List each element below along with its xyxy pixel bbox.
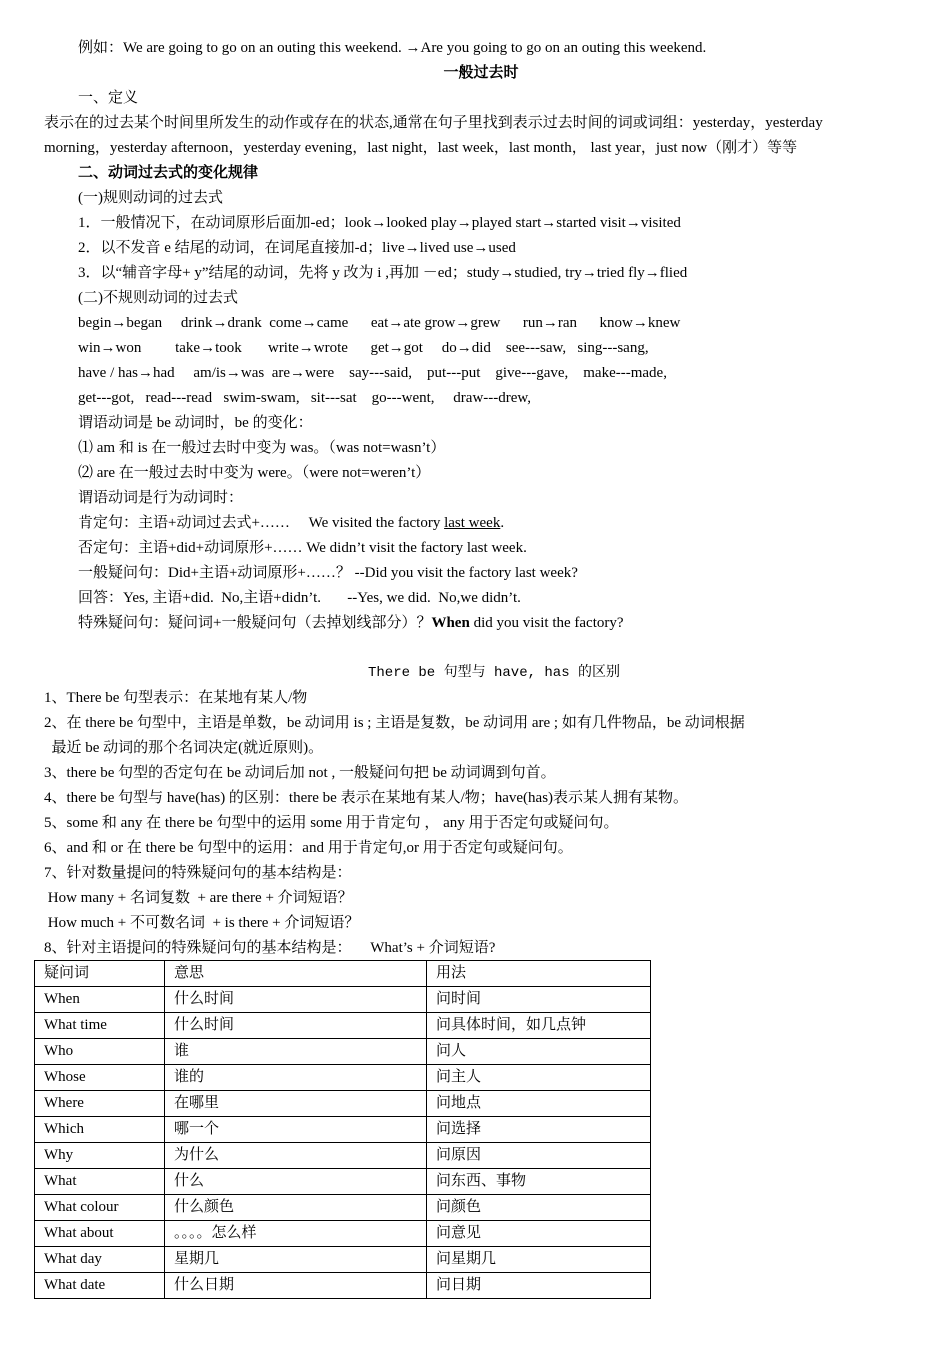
usage-cell: 问日期 bbox=[427, 1273, 651, 1299]
there-be-point-7: 7、针对数量提问的特殊疑问句的基本结构是： bbox=[44, 865, 352, 881]
table-header-row bbox=[35, 961, 651, 987]
question-word-cell: Why bbox=[35, 1143, 165, 1169]
there-be-section-title: There be 句型与 have, has 的区别 bbox=[367, 665, 621, 681]
table-row bbox=[35, 1143, 651, 1169]
how-much-structure: How much + 不可数名词 + is there + 介词短语？ bbox=[44, 915, 360, 931]
question-words-table bbox=[34, 960, 651, 1299]
definition-text-line-2: morning，yesterday afternoon，yesterday evening，last night，last week，last month， last year，just now（刚才）等等 bbox=[44, 140, 798, 156]
meaning-cell: 谁的 bbox=[165, 1065, 427, 1091]
meaning-cell: 哪一个 bbox=[165, 1117, 427, 1143]
usage-cell: 问原因 bbox=[427, 1143, 651, 1169]
underlined-time-phrase: last week bbox=[444, 515, 501, 531]
table-row bbox=[35, 1247, 651, 1273]
negative-sentence: 否定句：主语+did+动词原形+…… We didn’t visit the factory last week. bbox=[78, 540, 527, 556]
special-question-text: 特殊疑问句：疑问词+一般疑问句（去掉划线部分）？ bbox=[78, 615, 432, 631]
general-question: 一般疑问句：Did+主语+动词原形+……？ --Did you visit the factory last week? bbox=[78, 565, 578, 581]
question-word-cell: What colour bbox=[35, 1195, 165, 1221]
section-title-past-tense: 一般过去时 bbox=[443, 65, 519, 81]
question-word-cell: What about bbox=[35, 1221, 165, 1247]
usage-cell: 问选择 bbox=[427, 1117, 651, 1143]
question-word-cell: What date bbox=[35, 1273, 165, 1299]
question-word-cell: Where bbox=[35, 1091, 165, 1117]
special-question bbox=[78, 613, 624, 633]
header-question-word: 疑问词 bbox=[35, 961, 165, 987]
regular-rule-3: 3．以“辅音字母+ y”结尾的动词，先将 y 改为 i ,再加 －ed；study→studied, try→tried fly→flied bbox=[78, 265, 688, 281]
question-word-cell: What bbox=[35, 1169, 165, 1195]
table-row bbox=[35, 1221, 651, 1247]
usage-cell: 问颜色 bbox=[427, 1195, 651, 1221]
table-row bbox=[35, 987, 651, 1013]
question-word-cell: Which bbox=[35, 1117, 165, 1143]
definition-text-line-1: 表示在的过去某个时间里所发生的动作或存在的状态,通常在句子里找到表示过去时间的词或词组：yesterday，yesterday bbox=[44, 115, 823, 131]
header-usage: 用法 bbox=[427, 961, 651, 987]
meaning-cell: 星期几 bbox=[165, 1247, 427, 1273]
positive-sentence bbox=[78, 513, 504, 533]
usage-cell: 问时间 bbox=[427, 987, 651, 1013]
be-change-item-1: ⑴ am 和 is 在一般过去时中变为 was。（was not=wasn’t） bbox=[78, 440, 446, 456]
meaning-cell: 为什么 bbox=[165, 1143, 427, 1169]
usage-cell: 问具体时间，如几点钟 bbox=[427, 1013, 651, 1039]
meaning-cell: 什么颜色 bbox=[165, 1195, 427, 1221]
usage-cell: 问主人 bbox=[427, 1065, 651, 1091]
there-be-point-6: 6、and 和 or 在 there be 句型中的运用：and 用于肯定句,or 用于否定句或疑问句。 bbox=[44, 840, 573, 856]
meaning-cell: 。。。。怎么样 bbox=[165, 1221, 427, 1247]
question-word-cell: What day bbox=[35, 1247, 165, 1273]
positive-sentence-text: 肯定句：主语+动词过去式+…… We visited the factory bbox=[78, 515, 445, 531]
definition-heading: 一、定义 bbox=[78, 90, 139, 106]
table-row bbox=[35, 1065, 651, 1091]
table-row bbox=[35, 1013, 651, 1039]
meaning-cell: 什么时间 bbox=[165, 1013, 427, 1039]
how-many-structure: How many + 名词复数 + are there + 介词短语？ bbox=[44, 890, 353, 906]
example-sentence: 例如：We are going to go on an outing this weekend. →Are you going to go on an outing this weekend. bbox=[78, 40, 707, 56]
be-change-heading: 谓语动词是 be 动词时，be 的变化： bbox=[78, 415, 313, 431]
question-word-cell: What time bbox=[35, 1013, 165, 1039]
regular-rule-1: 1．一般情况下，在动词原形后面加-ed；look→looked play→played start→started visit→visited bbox=[78, 215, 681, 231]
table-row bbox=[35, 1091, 651, 1117]
there-be-point-2-cont: 最近 be 动词的那个名词决定(就近原则)。 bbox=[44, 740, 324, 756]
meaning-cell: 在哪里 bbox=[165, 1091, 427, 1117]
meaning-cell: 什么日期 bbox=[165, 1273, 427, 1299]
positive-sentence-end: . bbox=[500, 515, 505, 531]
be-change-item-2: ⑵ are 在一般过去时中变为 were。（were not=weren’t） bbox=[78, 465, 431, 481]
special-question-end: did you visit the factory? bbox=[469, 615, 624, 631]
usage-cell: 问意见 bbox=[427, 1221, 651, 1247]
irregular-line-4: get---got, read---read swim-swam, sit---sat go---went, draw---drew, bbox=[78, 390, 532, 406]
there-be-point-3: 3、there be 句型的否定句在 be 动词后加 not , 一般疑问句把 be 动词调到句首。 bbox=[44, 765, 556, 781]
usage-cell: 问人 bbox=[427, 1039, 651, 1065]
irregular-line-3: have / has→had am/is→was are→were say---said, put---put give---gave, make---made, bbox=[78, 365, 667, 381]
table-row bbox=[35, 1273, 651, 1299]
question-word-cell: Who bbox=[35, 1039, 165, 1065]
there-be-point-5: 5、some 和 any 在 there be 句型中的运用 some 用于肯定句 ， any 用于否定句或疑问句。 bbox=[44, 815, 619, 831]
regular-verbs-heading: (一)规则动词的过去式 bbox=[78, 190, 223, 206]
question-word-cell: When bbox=[35, 987, 165, 1013]
question-word-cell: Whose bbox=[35, 1065, 165, 1091]
usage-cell: 问地点 bbox=[427, 1091, 651, 1117]
irregular-line-1: begin→began drink→drank come→came eat→ate grow→grew run→ran know→knew bbox=[78, 315, 681, 331]
table-row bbox=[35, 1117, 651, 1143]
usage-cell: 问东西、事物 bbox=[427, 1169, 651, 1195]
meaning-cell: 谁 bbox=[165, 1039, 427, 1065]
table-row bbox=[35, 1195, 651, 1221]
rules-heading: 二、动词过去式的变化规律 bbox=[78, 165, 259, 181]
action-verb-heading: 谓语动词是行为动词时： bbox=[78, 490, 244, 506]
regular-rule-2: 2．以不发音 e 结尾的动词，在词尾直接加-d；live→lived use→used bbox=[78, 240, 516, 256]
there-be-point-4: 4、there be 句型与 have(has) 的区别：there be 表示在某地有某人/物；have(has)表示某人拥有某物。 bbox=[44, 790, 689, 806]
there-be-point-2: 2、在 there be 句型中，主语是单数，be 动词用 is ; 主语是复数，be 动词用 are ; 如有几件物品，be 动词根据 bbox=[44, 715, 745, 731]
answer-sentence: 回答：Yes, 主语+did. No,主语+didn’t. --Yes, we did. No,we didn’t. bbox=[78, 590, 521, 606]
usage-cell: 问星期几 bbox=[427, 1247, 651, 1273]
irregular-line-2: win→won take→took write→wrote get→got do→did see---saw, sing---sang, bbox=[78, 340, 649, 356]
there-be-point-1: 1、There be 句型表示：在某地有某人/物 bbox=[44, 690, 308, 706]
table-row bbox=[35, 1039, 651, 1065]
meaning-cell: 什么时间 bbox=[165, 987, 427, 1013]
there-be-point-8: 8、针对主语提问的特殊疑问句的基本结构是： What’s + 介词短语? bbox=[44, 940, 496, 956]
meaning-cell: 什么 bbox=[165, 1169, 427, 1195]
table-row bbox=[35, 1169, 651, 1195]
header-meaning: 意思 bbox=[165, 961, 427, 987]
irregular-verbs-heading: (二)不规则动词的过去式 bbox=[78, 290, 238, 306]
special-question-word: When bbox=[431, 615, 470, 631]
